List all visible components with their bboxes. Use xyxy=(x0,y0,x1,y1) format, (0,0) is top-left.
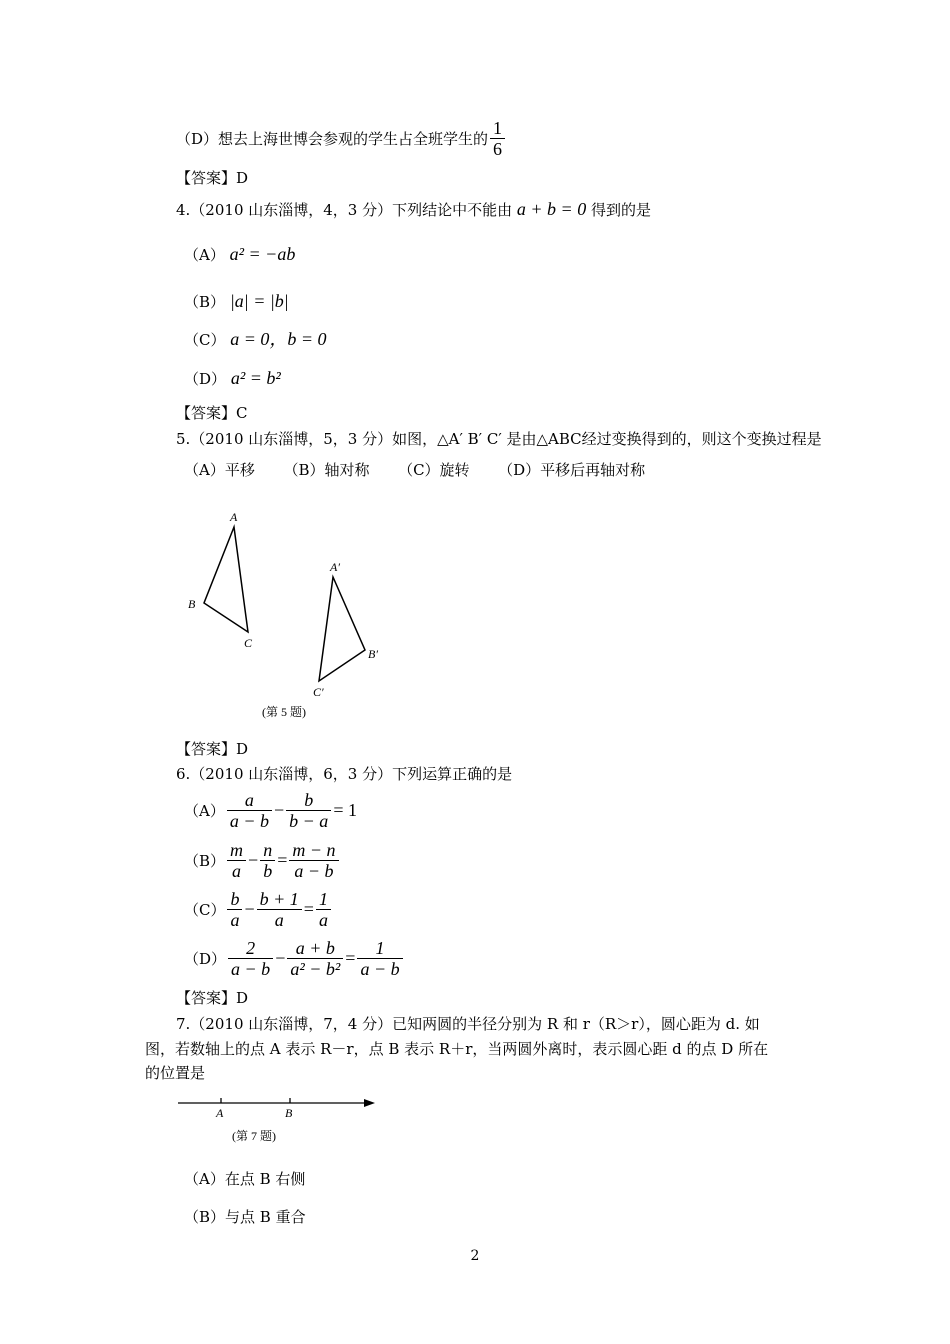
label-c: C xyxy=(244,636,253,650)
triangle-abc-prime xyxy=(319,577,365,681)
q7-option-a: （A）在点 B 右侧 xyxy=(184,1170,306,1188)
q3-option-d xyxy=(176,118,507,159)
label-a: A xyxy=(230,510,238,524)
q4-option-a: （A） a² = −ab xyxy=(184,244,296,264)
q7-caption: (第 7 题) xyxy=(232,1129,276,1143)
q5-answer: 【答案】D xyxy=(176,740,249,758)
q7-line-3: 的位置是 xyxy=(145,1064,206,1082)
axis-label-b: B xyxy=(285,1106,293,1120)
q3-answer: 【答案】D xyxy=(176,169,249,187)
q3-fraction: $\frac{1}{6}$ xyxy=(490,118,505,159)
q7-line-2: 图，若数轴上的点 A 表示 R－r，点 B 表示 R＋r，当两圆外离时，表示圆心距 d 的点 D 所在 xyxy=(145,1040,769,1058)
q5-options: （A）平移 （B）轴对称 （C）旋转 （D）平移后再轴对称 xyxy=(184,461,646,479)
q3-option-d-text: （D）想去上海世博会参观的学生占全班学生的 xyxy=(176,130,489,148)
q5-stem: 5.（2010 山东淄博，5，3 分）如图，△A′ B′ C′ 是由△ABC经过变换得到的，则这个变换过程是 xyxy=(176,430,822,448)
q6-stem: 6.（2010 山东淄博，6，3 分）下列运算正确的是 xyxy=(176,765,513,783)
label-b-prime: B′ xyxy=(368,647,378,661)
q4-option-d: （D） a² = b² xyxy=(184,368,281,388)
label-b: B xyxy=(188,597,196,611)
axis-arrow-icon xyxy=(364,1099,375,1107)
q5-figure xyxy=(170,500,410,730)
q7-number-line xyxy=(170,1092,390,1152)
q4-option-c: （C） a = 0，b = 0 xyxy=(184,329,327,349)
q4-option-b: （B） |a| = |b| xyxy=(184,291,289,311)
q6-option-a: （A） $\frac{a}{a - b}$ − $\frac{b}{b - a}$ = 1 xyxy=(184,790,357,831)
triangle-abc xyxy=(204,527,248,632)
axis-label-a: A xyxy=(216,1106,224,1120)
q6-option-d: （D） $\frac{2}{a - b}$ − $\frac{a + b}{\text{a² − b²}}$ = $\frac{1}{a - b}$ xyxy=(184,938,405,979)
label-c-prime: C′ xyxy=(313,685,324,699)
label-a-prime: A′ xyxy=(330,560,340,574)
q4-answer: 【答案】C xyxy=(176,404,248,422)
q6-option-b: （B） $\frac{m}{a}$ − $\frac{n}{b}$ = $\frac{m - n}{a - b}$ xyxy=(184,840,341,881)
q7-option-b: （B）与点 B 重合 xyxy=(184,1208,306,1226)
q6-option-c: （C） $\frac{b}{a}$ − $\frac{b + 1}{a}$ = $\frac{1}{a}$ xyxy=(184,889,333,930)
q4-stem: 4.（2010 山东淄博，4，3 分）下列结论中不能由 a + b = 0 得到的是 xyxy=(176,199,651,219)
q7-line-1: 7.（2010 山东淄博，7，4 分）已知两圆的半径分别为 R 和 r（R＞r），圆心距为 d. 如 xyxy=(176,1015,760,1033)
q5-caption: (第 5 题) xyxy=(262,705,306,719)
q6-answer: 【答案】D xyxy=(176,989,249,1007)
page-number: 2 xyxy=(470,1248,480,1264)
